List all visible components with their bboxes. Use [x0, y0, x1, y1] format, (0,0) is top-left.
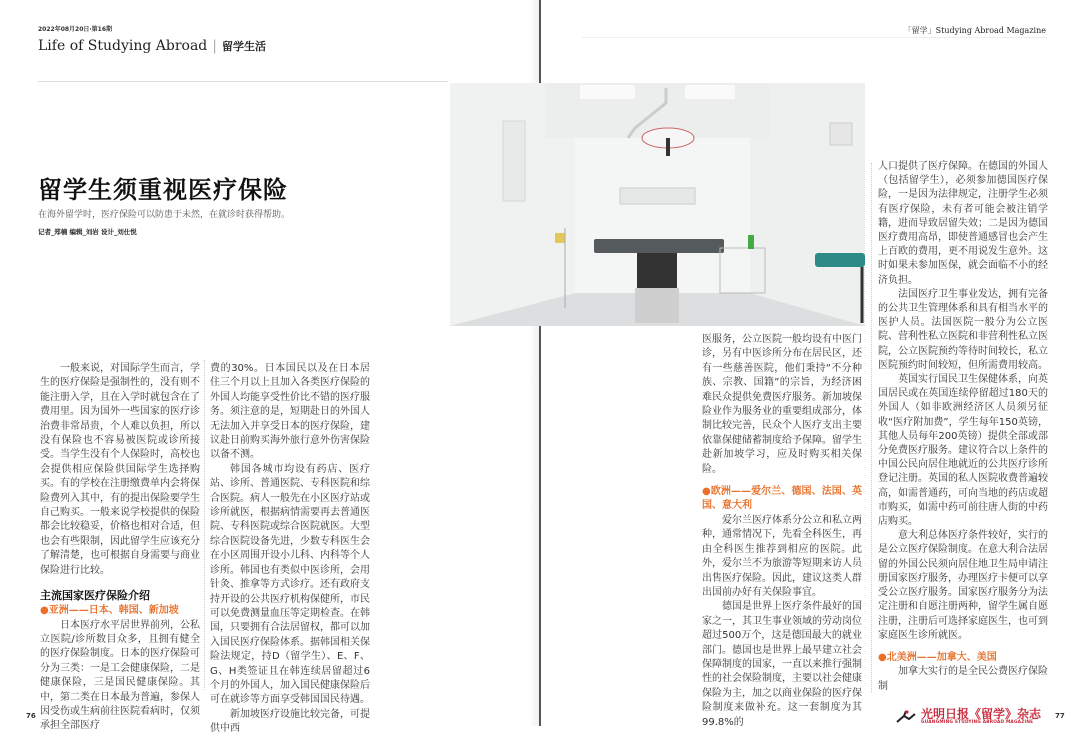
runner-logo-icon [895, 710, 917, 724]
section-heading: 主流国家医疗保险介绍 [40, 589, 150, 603]
article-credits: 记者_郑楠 编辑_刘岩 设计_刘仕悦 [38, 228, 137, 236]
region-heading-europe: ●欧洲——爱尔兰、德国、法国、英国、意大利 [702, 486, 862, 512]
paragraph-ireland: 爱尔兰医疗体系分公立和私立两种，通常情况下，先看全科医生，再由全科医生推荐到相应的医院。此外，爱尔兰不为旅游等短期来访人员出售医疗保险。因此，建议这类人群出国前办好有关保险事宜。 [702, 514, 862, 598]
section-en: Life of Studying Abroad [38, 38, 208, 54]
paragraph-canada: 加拿大实行的是全民公费医疗保险制 [878, 666, 1048, 692]
issue-date: 2022年08月20日·第16期 [38, 26, 113, 33]
magazine-logo [895, 708, 1041, 725]
page-number-left: 76 [26, 712, 36, 720]
paragraph-italy: 意大利总体医疗条件较好，实行的是公立医疗保险制度。在意大利合法居留的外国公民须向居住地卫生局申请注册国家医疗服务，办理医疗卡便可以享受公立医疗服务。国家医疗服务分为法定注册和自愿注册两种，留学生属自愿注册，注册后可选择家庭医生，也可到家庭医生诊所就医。 [878, 530, 1048, 641]
article-column-2 [210, 362, 370, 737]
paragraph-korea: 韩国各城市均设有药店、医疗站、诊所、普通医院、专科医院和综合医院。病人一般先在小区医疗站或诊所就医，根据病情需要再去普通医院、专科医院或综合医院就医。大型综合医院设备先进，少数专科医生会在小区周围开设小儿科、内科等个人诊所。韩国也有类似中医诊所，会用针灸、推拿等方式诊疗。还有政府支持开设的公共医疗机构保健所，市民可以免费测量血压等定期检查。在韩国，只要拥有合法居留权，都可以加入国民医疗保险体系。据韩国相关保险法规定，持D（留学生）、E、F、G、H类签证且在韩连续居留超过6个月的外国人，加入国民健康保险后可在就诊等方面享受韩国国民待遇。 [210, 463, 370, 706]
paragraph-france: 法国医疗卫生事业发达，拥有完备的公共卫生管理体系和具有相当水平的医护人员。法国医院一般分为公立医院、营利性私立医院和非营利性私立医院，公立医院预约等待时间较长，私立医院预约时间较短，但所需费用较高。 [878, 288, 1048, 371]
article-column-4 [878, 160, 1048, 694]
paragraph-japan: 日本医疗水平居世界前列，公私立医院/诊所数目众多，且拥有健全的医疗保险制度。日本的医疗保险可分为三类：一是工会健康保险，二是健康保险，三是国民健康保险。其中，第二类在日本最为普遍，参保人因受伤或生病前往医院看病时，仅须承担全部医疗 [40, 619, 200, 732]
header-rule-right [582, 37, 1047, 38]
column-divider [871, 163, 872, 693]
article-subtitle: 在海外留学时，医疗保险可以防患于未然，在就诊时获得帮助。 [38, 210, 291, 220]
section-header [38, 38, 266, 54]
operating-room-photo [450, 83, 865, 326]
logo-text-en: GUANGMING STUDYING ABROAD MAGAZINE [921, 720, 1034, 725]
article-title: 留学生须重视医疗保险 [38, 176, 288, 204]
header-rule-left [38, 81, 448, 82]
section-separator: | [212, 38, 217, 54]
paragraph-intro: 一般来说，对国际学生而言，学生的医疗保险是强制性的，没有则不能注册入学，且在入学时就包含在了费用里。因为国外一些国家的医疗诊治费非常昂贵，个人难以负担，所以没有保险也不容易被医院或诊所接受。当学生没有个人保险时，高校也会提供相应保险供国际学生选择购买。有的学校在注册缴费单内会将保险费列入其中，有的提出保险要学生自己购买。一般来说学校提供的保险都会比较稳妥，价格也相对合适，但也会有些限制，因此留学生应该充分了解清楚，也可根据自身需要与商业保险进行比较。 [40, 363, 200, 576]
magazine-name: 「留学」Studying Abroad Magazine [903, 26, 1046, 35]
paragraph-germany-cont: 人口提供了医疗保障。在德国的外国人（包括留学生），必须参加德国医疗保险，一是因为法律规定，注册学生必须有医疗保险，未有者可能会被注销学籍，进而导致居留失效；二是因为德国医疗费用高昂，即使普通感冒也会产生上百欧的费用，更不用说发生意外。这时如果未参加医保，就会面临不小的经济负担。 [878, 161, 1048, 286]
paragraph-singapore-cont: 医服务，公立医院一般均设有中医门诊，另有中医诊所分布在居民区，还有一些慈善医院，他们秉持“不分种族、宗教、国籍”的宗旨，为经济困难民众提供免费医疗服务。新加坡保险业作为服务业的重要组成部分，体制比较完善，民众个人医疗支出主要依靠保健储蓄制度给予保障。留学生赴新加坡学习，应及时购买相关保险。 [702, 334, 862, 475]
section-cn: 留学生活 [221, 40, 266, 53]
logo-text-cn: 光明日报《留学》杂志 [921, 707, 1042, 721]
column-divider [204, 360, 205, 690]
paragraph-germany: 德国是世界上医疗条件最好的国家之一，其卫生事业领域的劳动岗位超过500万个，这是德国最大的就业部门。德国也是世界上最早建立社会保障制度的国家，一直以来推行强制性的社会保险制度，主要以社会健康保险为主，加之以商业保险的医疗保险制度来做补充。这一套制度为其99.8%的 [702, 601, 862, 728]
page-number-right: 77 [1055, 712, 1065, 720]
article-column-1 [40, 362, 200, 734]
region-heading-asia: ●亚洲——日本、韩国、新加坡 [40, 605, 179, 617]
region-heading-north-america: ●北美洲——加拿大、美国 [878, 651, 997, 663]
article-column-3 [702, 333, 862, 730]
paragraph-uk: 英国实行国民卫生保健体系，向英国居民或在英国连续停留超过180天的外国人（如非欧洲经济区人员须另征收“医疗附加费”，学生每年150英镑，其他人员每年200英镑）提供全部或部分免费医疗服务。建议符合以上条件的中国公民向居住地就近的公共医疗诊所登记注册。英国的私人医院收费普遍较高，如需普通药，可向当地的药店或超市购买，如需中药可前往唐人街的中药店购买。 [878, 374, 1048, 528]
paragraph-japan-cont: 费的30%。日本国民以及在日本居住三个月以上且加入各类医疗保险的外国人均能享受性价比不错的医疗服务。须注意的是，短期赴日的外国人无法加入并享受日本的医疗保险，建议赴日前购买海外旅行意外伤害保险以备不测。 [210, 363, 370, 461]
paragraph-singapore: 新加坡医疗设施比较完备，可提供中西 [210, 708, 370, 735]
